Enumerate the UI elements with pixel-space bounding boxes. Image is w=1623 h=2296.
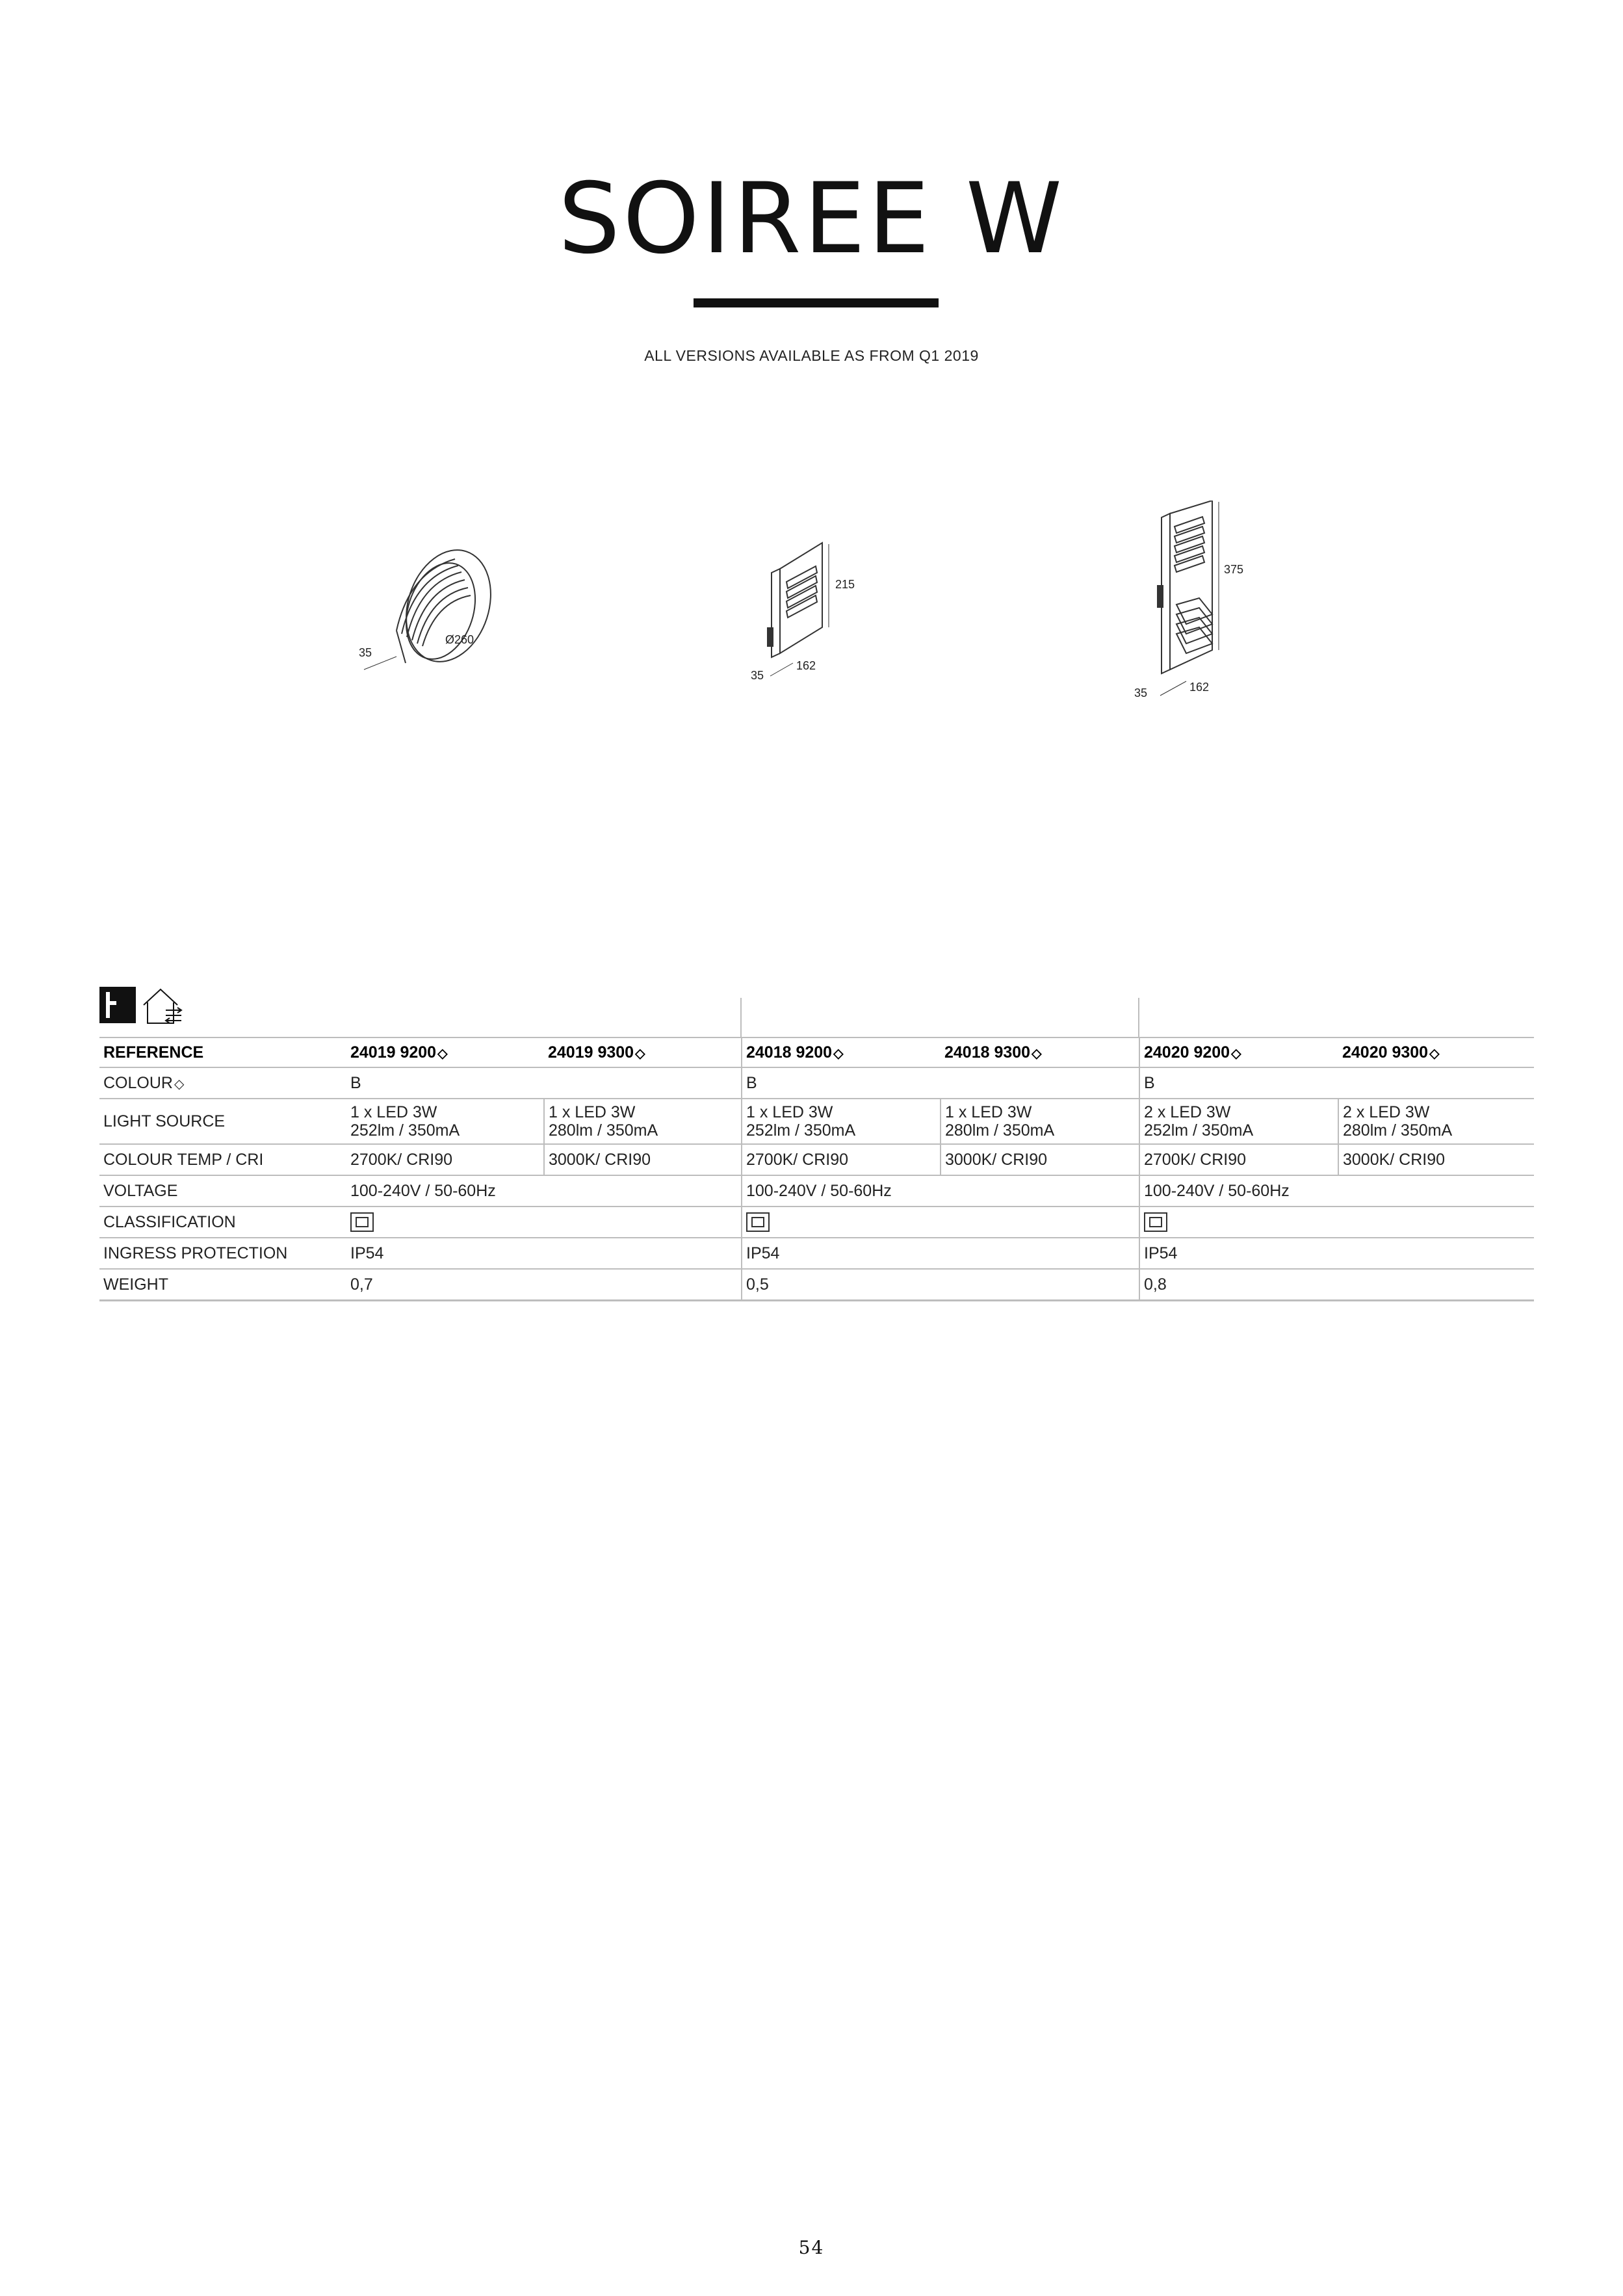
class-II-icon bbox=[350, 1212, 374, 1232]
row-label: LIGHT SOURCE bbox=[99, 1099, 346, 1144]
table-cell: B bbox=[742, 1067, 1139, 1099]
table-cell: 1 x LED 3W 252lm / 350mA bbox=[346, 1099, 544, 1144]
table-row bbox=[99, 1067, 1534, 1099]
table-row bbox=[99, 1144, 1534, 1175]
table-cell: B bbox=[346, 1067, 742, 1099]
header-ref-col: 24018 9200 ◇ bbox=[742, 1037, 941, 1067]
table-cell: 100-240V / 50-60Hz bbox=[742, 1175, 1139, 1207]
table-cell: IP54 bbox=[346, 1238, 742, 1269]
wall-mount-icon bbox=[99, 987, 136, 1023]
table-cell: 2700K/ CRI90 bbox=[1139, 1144, 1338, 1175]
table-row bbox=[99, 1175, 1534, 1207]
large-rect-wall-light-drawing bbox=[1121, 501, 1277, 709]
page-number: 54 bbox=[798, 2237, 825, 2258]
dim-depth: 35 bbox=[751, 669, 764, 682]
dim-width: 162 bbox=[796, 659, 816, 672]
table-row bbox=[99, 1238, 1534, 1269]
table-cell: 0,5 bbox=[742, 1269, 1139, 1301]
table-cell: 1 x LED 3W 280lm / 350mA bbox=[941, 1099, 1139, 1144]
table-cell: 100-240V / 50-60Hz bbox=[346, 1175, 742, 1207]
row-label: WEIGHT bbox=[99, 1269, 346, 1301]
table-cell: 2700K/ CRI90 bbox=[742, 1144, 941, 1175]
header-reference: REFERENCE bbox=[99, 1037, 346, 1067]
group-divider bbox=[1138, 998, 1139, 1037]
table-cell: 100-240V / 50-60Hz bbox=[1139, 1175, 1534, 1207]
header-ref-col: 24019 9200 ◇ bbox=[346, 1037, 544, 1067]
table-cell bbox=[346, 1207, 742, 1238]
table-header-row bbox=[99, 1037, 1534, 1067]
row-label: COLOUR ◇ bbox=[99, 1067, 346, 1099]
table-cell: 0,7 bbox=[346, 1269, 742, 1301]
table-cell: 1 x LED 3W 252lm / 350mA bbox=[742, 1099, 941, 1144]
table-row bbox=[99, 1207, 1534, 1238]
header-ref-col: 24019 9300 ◇ bbox=[544, 1037, 742, 1067]
class-II-icon bbox=[746, 1212, 770, 1232]
dim-height: 215 bbox=[835, 578, 855, 591]
group-divider bbox=[740, 998, 742, 1037]
table-row bbox=[99, 1099, 1534, 1144]
small-rect-wall-light-drawing bbox=[731, 530, 887, 686]
indoor-outdoor-house-icon bbox=[141, 987, 187, 1024]
round-wall-light-drawing bbox=[351, 533, 507, 683]
header-ref-col: 24018 9300 ◇ bbox=[941, 1037, 1139, 1067]
class-II-icon bbox=[1144, 1212, 1167, 1232]
table-cell: 0,8 bbox=[1139, 1269, 1534, 1301]
dim-depth: 35 bbox=[1134, 686, 1148, 699]
row-label: COLOUR TEMP / CRI bbox=[99, 1144, 346, 1175]
table-cell: 3000K/ CRI90 bbox=[1338, 1144, 1534, 1175]
dim-diameter: Ø260 bbox=[445, 633, 474, 646]
table-cell: 2700K/ CRI90 bbox=[346, 1144, 544, 1175]
table-cell: 3000K/ CRI90 bbox=[941, 1144, 1139, 1175]
title-underline bbox=[694, 298, 939, 307]
table-cell: 2 x LED 3W 280lm / 350mA bbox=[1338, 1099, 1534, 1144]
table-cell bbox=[742, 1207, 1139, 1238]
table-cell: 1 x LED 3W 280lm / 350mA bbox=[544, 1099, 742, 1144]
row-label: INGRESS PROTECTION bbox=[99, 1238, 346, 1269]
table-cell: B bbox=[1139, 1067, 1534, 1099]
table-row bbox=[99, 1269, 1534, 1301]
dim-height: 375 bbox=[1224, 563, 1244, 576]
table-cell bbox=[1139, 1207, 1534, 1238]
dim-width: 162 bbox=[1189, 681, 1210, 694]
row-label: VOLTAGE bbox=[99, 1175, 346, 1207]
table-cell: 2 x LED 3W 252lm / 350mA bbox=[1139, 1099, 1338, 1144]
table-cell: IP54 bbox=[742, 1238, 1139, 1269]
availability-note: ALL VERSIONS AVAILABLE AS FROM Q1 2019 bbox=[644, 347, 979, 364]
header-ref-col: 24020 9300 ◇ bbox=[1338, 1037, 1534, 1067]
header-ref-col: 24020 9200 ◇ bbox=[1139, 1037, 1338, 1067]
row-label: CLASSIFICATION bbox=[99, 1207, 346, 1238]
spec-table bbox=[99, 1037, 1534, 1301]
table-cell: 3000K/ CRI90 bbox=[544, 1144, 742, 1175]
product-title: SOIREE W bbox=[558, 163, 1065, 276]
dim-depth: 35 bbox=[359, 646, 372, 659]
table-cell: IP54 bbox=[1139, 1238, 1534, 1269]
